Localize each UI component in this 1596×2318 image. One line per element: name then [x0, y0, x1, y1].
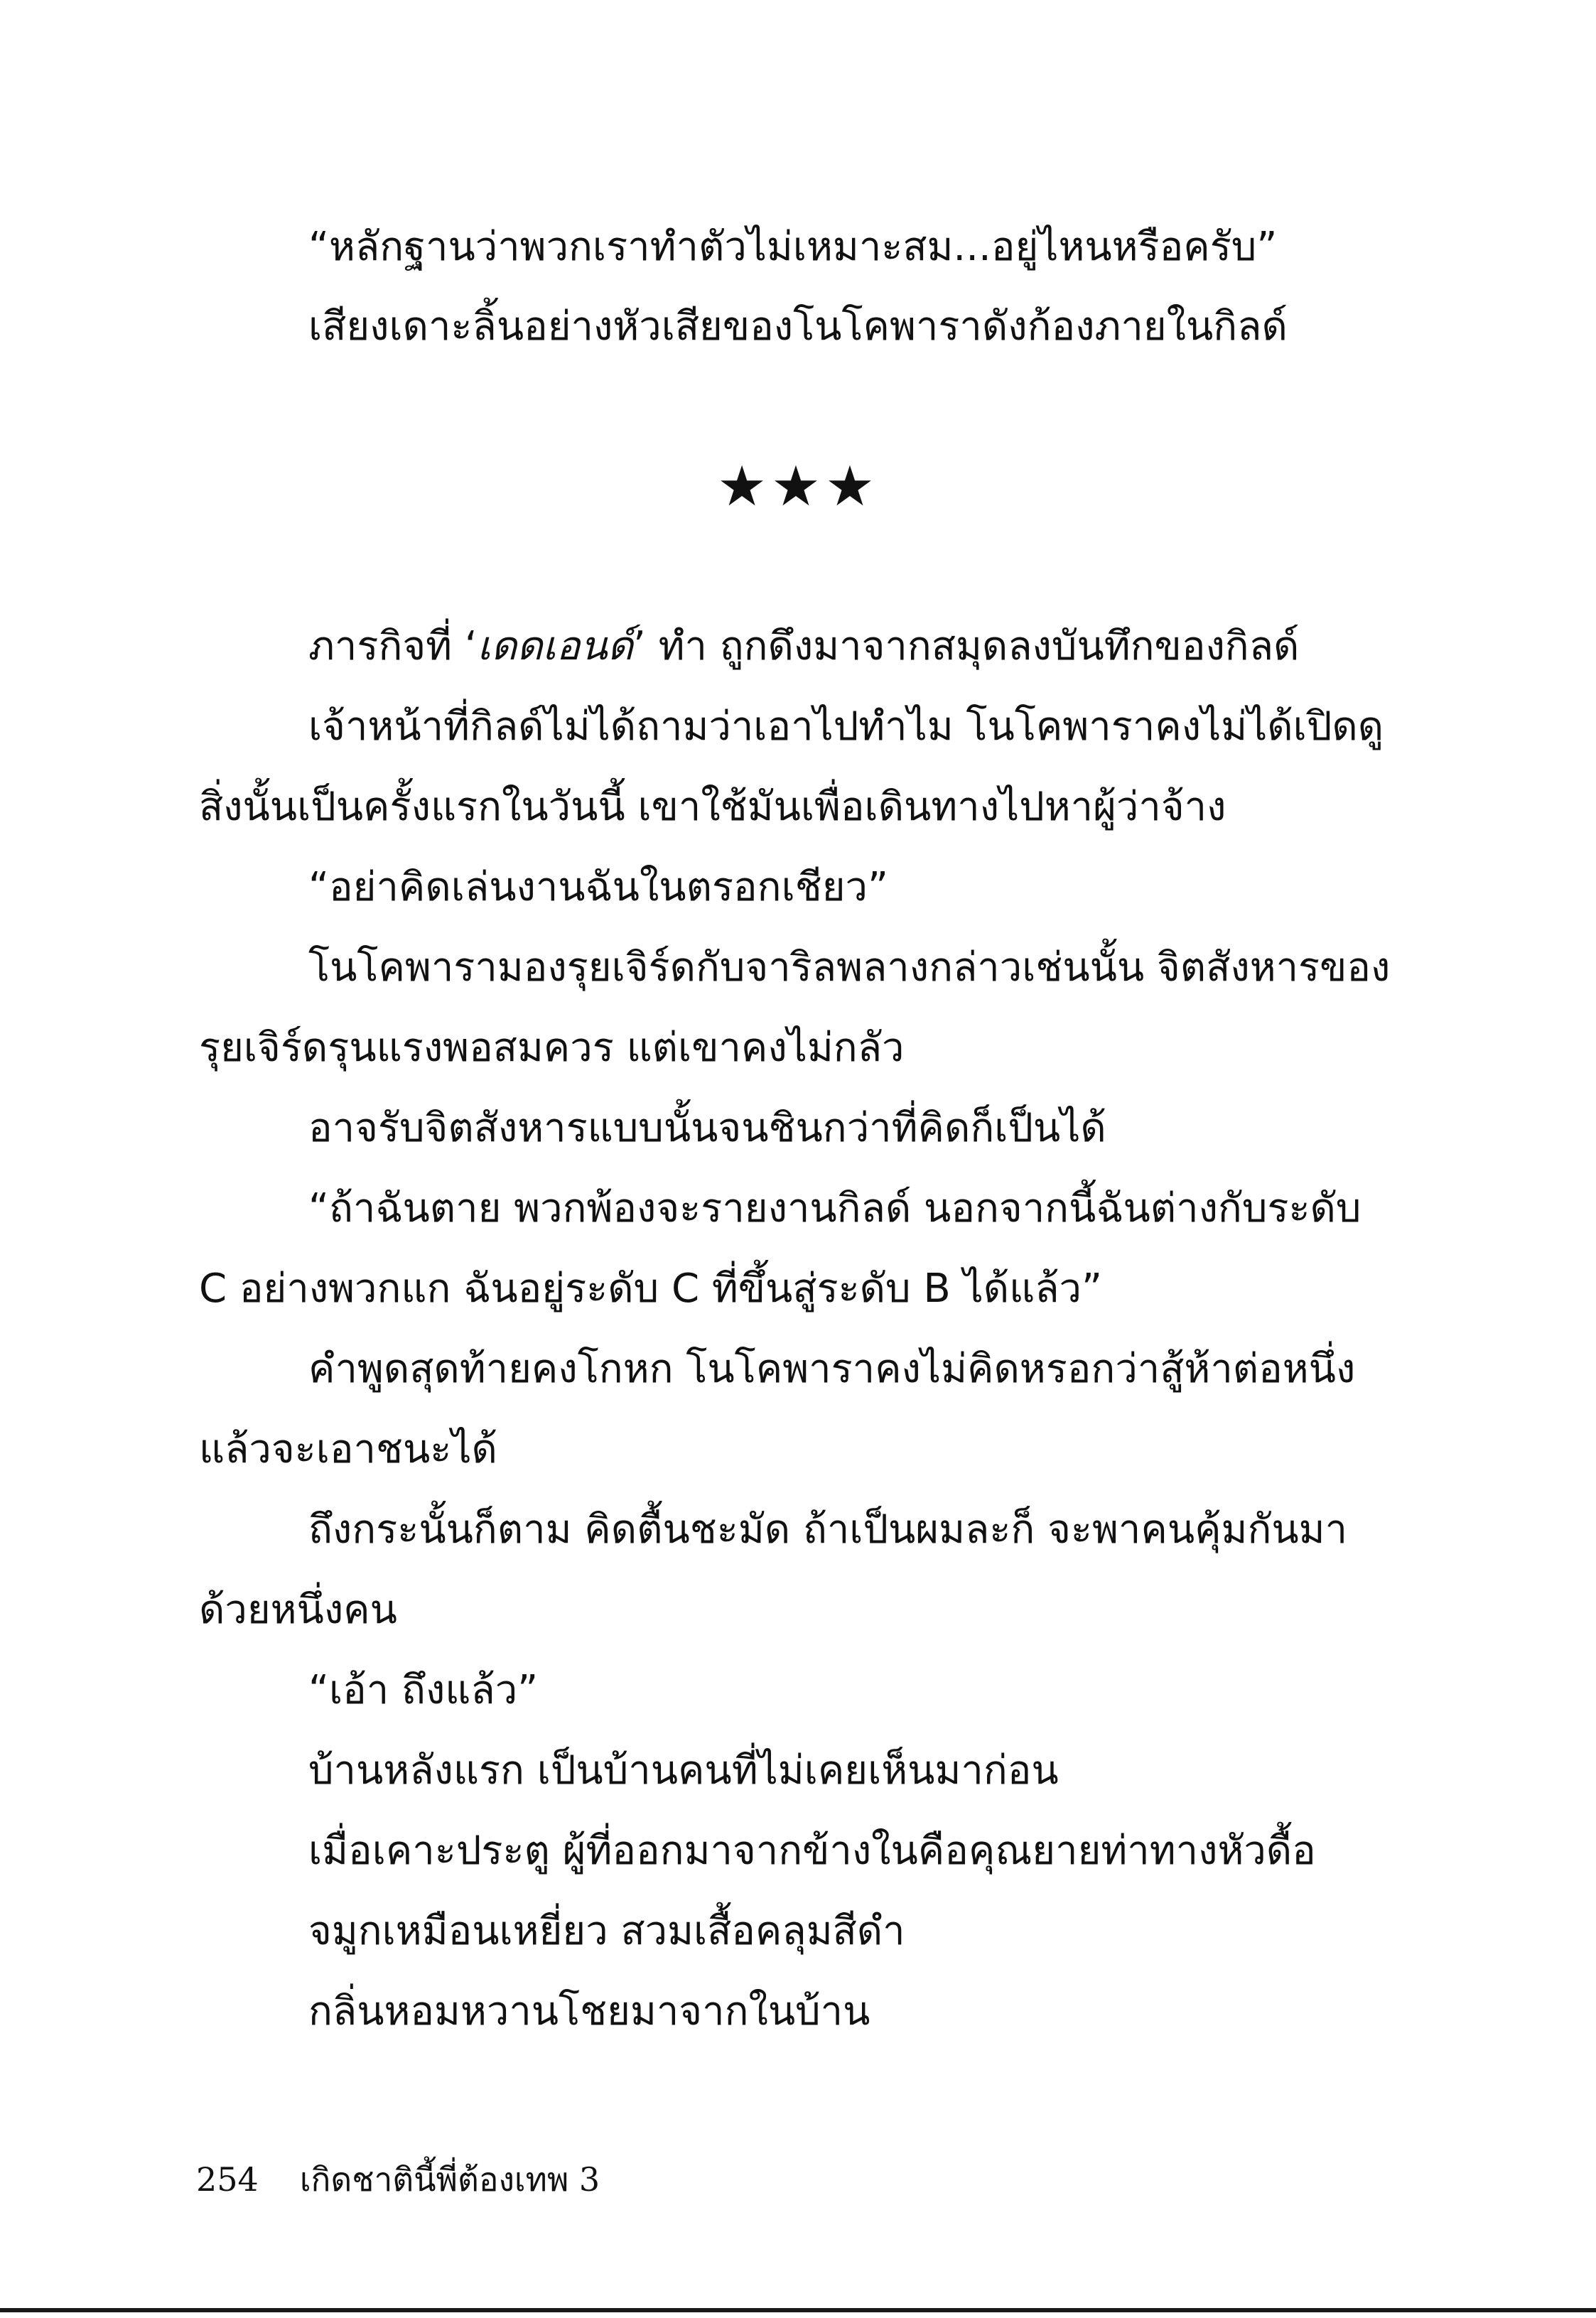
text-run: ’ ทำ ถูกดึงมาจากสมุดลงบันทึกของกิลด์ — [632, 623, 1300, 669]
paragraph-line: “หลักฐานว่าพวกเราทำตัวไม่เหมาะสม...อยู่ไหนหรือครับ” — [308, 224, 1278, 270]
paragraph-line: เสียงเดาะลิ้นอย่างหัวเสียของโนโคพาราดังก้องภายในกิลด์ — [308, 303, 1288, 350]
paragraph-line: “ถ้าฉันตาย พวกพ้องจะรายงานกิลด์ นอกจากนี้ฉันต่างกับระดับ — [308, 1185, 1362, 1231]
page-footer — [196, 2155, 600, 2204]
italic-name: เดดเอนด์ — [477, 623, 633, 669]
paragraph-line: ด้วยหนึ่งคน — [199, 1587, 397, 1633]
page-bottom-border — [0, 2308, 1596, 2312]
paragraph-line: จมูกเหมือนเหยี่ยว สวมเสื้อคลุมสีดำ — [308, 1908, 905, 1954]
paragraph-line: บ้านหลังแรก เป็นบ้านคนที่ไม่เคยเห็นมาก่อน — [308, 1747, 1059, 1794]
paragraph-line: เจ้าหน้าที่กิลด์ไม่ได้ถามว่าเอาไปทำไม โนโคพาราคงไม่ได้เปิดดู — [308, 704, 1384, 750]
paragraph-line: คำพูดสุดท้ายคงโกหก โนโคพาราคงไม่คิดหรอกว่าสู้ห้าต่อหนึ่ง — [308, 1346, 1356, 1392]
paragraph-line: อาจรับจิตสังหารแบบนั้นจนชินกว่าที่คิดก็เป็นได้ — [308, 1105, 1106, 1151]
paragraph-line: “อย่าคิดเล่นงานฉันในตรอกเชียว” — [308, 864, 888, 910]
paragraph-line: เมื่อเคาะประตู ผู้ที่ออกมาจากข้างในคือคุณยายท่าทางหัวดื้อ — [308, 1828, 1316, 1874]
page-number: 254 — [196, 2160, 259, 2199]
paragraph-line: รุยเจิร์ดรุนแรงพอสมควร แต่เขาคงไม่กลัว — [199, 1025, 905, 1071]
book-title: เกิดชาตินี้พี่ต้องเทพ 3 — [299, 2160, 600, 2199]
paragraph-line: ถึงกระนั้นก็ตาม คิดตื้นชะมัด ถ้าเป็นผมละก็ จะพาคนคุ้มกันมา — [308, 1506, 1348, 1553]
scene-break-stars: ★★★ — [717, 455, 879, 519]
paragraph-line: กลิ่นหอมหวานโชยมาจากในบ้าน — [308, 1988, 870, 2034]
paragraph-line: โนโคพารามองรุยเจิร์ดกับจาริลพลางกล่าวเช่นนั้น จิตสังหารของ — [308, 944, 1391, 991]
paragraph-line: สิ่งนั้นเป็นครั้งแรกในวันนี้ เขาใช้มันเพื่อเดินทางไปหาผู้ว่าจ้าง — [199, 784, 1226, 830]
paragraph-line — [308, 618, 1299, 675]
paragraph-line: C อย่างพวกแก ฉันอยู่ระดับ C ที่ขึ้นสู่ระดับ B ได้แล้ว” — [199, 1266, 1102, 1312]
paragraph-line: “เอ้า ถึงแล้ว” — [308, 1667, 539, 1713]
paragraph-line: แล้วจะเอาชนะได้ — [199, 1426, 497, 1472]
text-run: ภารกิจที่ ‘ — [308, 623, 478, 669]
